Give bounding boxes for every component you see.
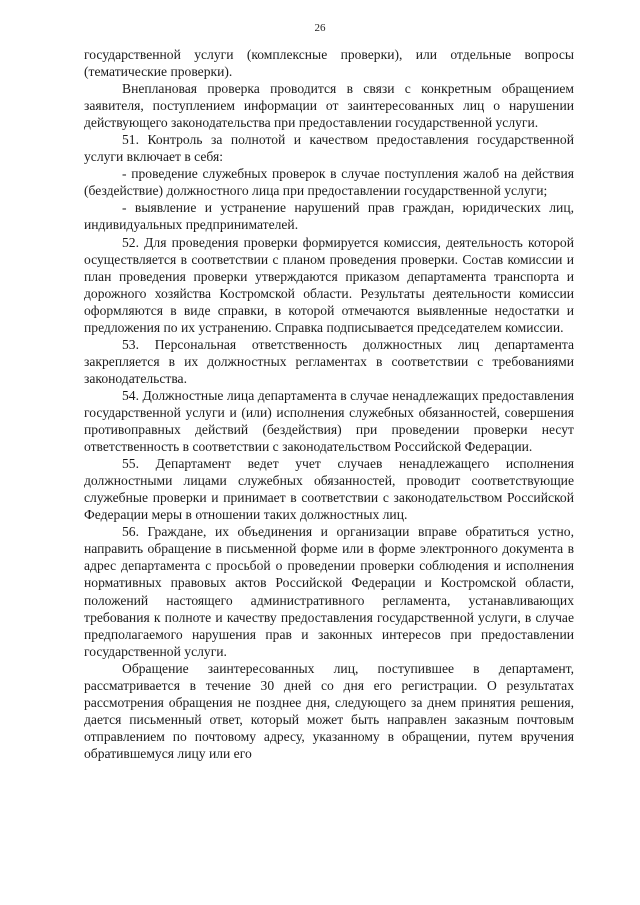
- list-item-violations: - выявление и устранение нарушений прав граждан, юридических лиц, индивидуальных предпринимателей.: [84, 200, 574, 233]
- paragraph-53: 53. Персональная ответственность должностных лиц департамента закрепляется в их должностных регламентах в соответствии с требованиями законодательства.: [84, 336, 574, 386]
- paragraph-continuation: государственной услуги (комплексные проверки), или отдельные вопросы (тематические проверки).: [84, 47, 574, 80]
- paragraph-54: 54. Должностные лица департамента в случае ненадлежащих предоставления государственной услуги и (или) исполнения служебных обязанностей, совершения противоправных действий (бездействия) при проведении проверки несут ответственность в соответствии с законодательством Российской Федерации.: [84, 387, 574, 455]
- paragraph-unscheduled-inspection: Внеплановая проверка проводится в связи с конкретным обращением заявителя, поступлением информации от заинтересованных лиц о нарушении действующего законодательства при предоставлении государственной услуги.: [84, 81, 574, 131]
- page-number: 26: [314, 22, 326, 34]
- paragraph-56: 56. Граждане, их объединения и организации вправе обратиться устно, направить обращение в письменной форме или в форме электронного документа в адрес департамента с просьбой о проведении проверки соблюдения и исполнения нормативных правовых актов Российской Федерации и Костромской области, положений настоящего административного регламента, устанавливающих требования к полноте и качеству предоставления государственной услуги, в случае предполагаемого нарушения прав и законных интересов при предоставлении государственной услуги.: [84, 524, 574, 659]
- paragraph-51: 51. Контроль за полнотой и качеством предоставления государственной услуги включает в себя:: [84, 132, 574, 165]
- document-body: [84, 46, 574, 762]
- paragraph-52: 52. Для проведения проверки формируется комиссия, деятельность которой осуществляется в соответствии с планом проведения проверки. Состав комиссии и план проведения проверки утверждаются приказом департамента транспорта и дорожного хозяйства Костромской области. Результаты деятельности комиссии оформляются в виде справки, в которой отмечаются выявленные недостатки и предложения по их устранению. Справка подписывается председателем комиссии.: [84, 234, 574, 335]
- list-item-service-checks: - проведение служебных проверок в случае поступления жалоб на действия (бездействие) должностного лица при предоставлении государственной услуги;: [84, 166, 574, 199]
- paragraph-appeal-review: Обращение заинтересованных лиц, поступившее в департамент, рассматривается в течение 30 дней со дня его регистрации. О результатах рассмотрения обращения не позднее дня, следующего за днем принятия решения, дается письменный ответ, который может быть направлен заказным почтовым отправлением по почтовому адресу, указанному в обращении, путем вручения обратившемуся лицу или его: [84, 660, 574, 761]
- paragraph-55: 55. Департамент ведет учет случаев ненадлежащего исполнения должностными лицами служебных обязанностей, проводит соответствующие служебные проверки и принимает в соответствии с законодательством Российской Федерации меры в отношении таких должностных лиц.: [84, 456, 574, 523]
